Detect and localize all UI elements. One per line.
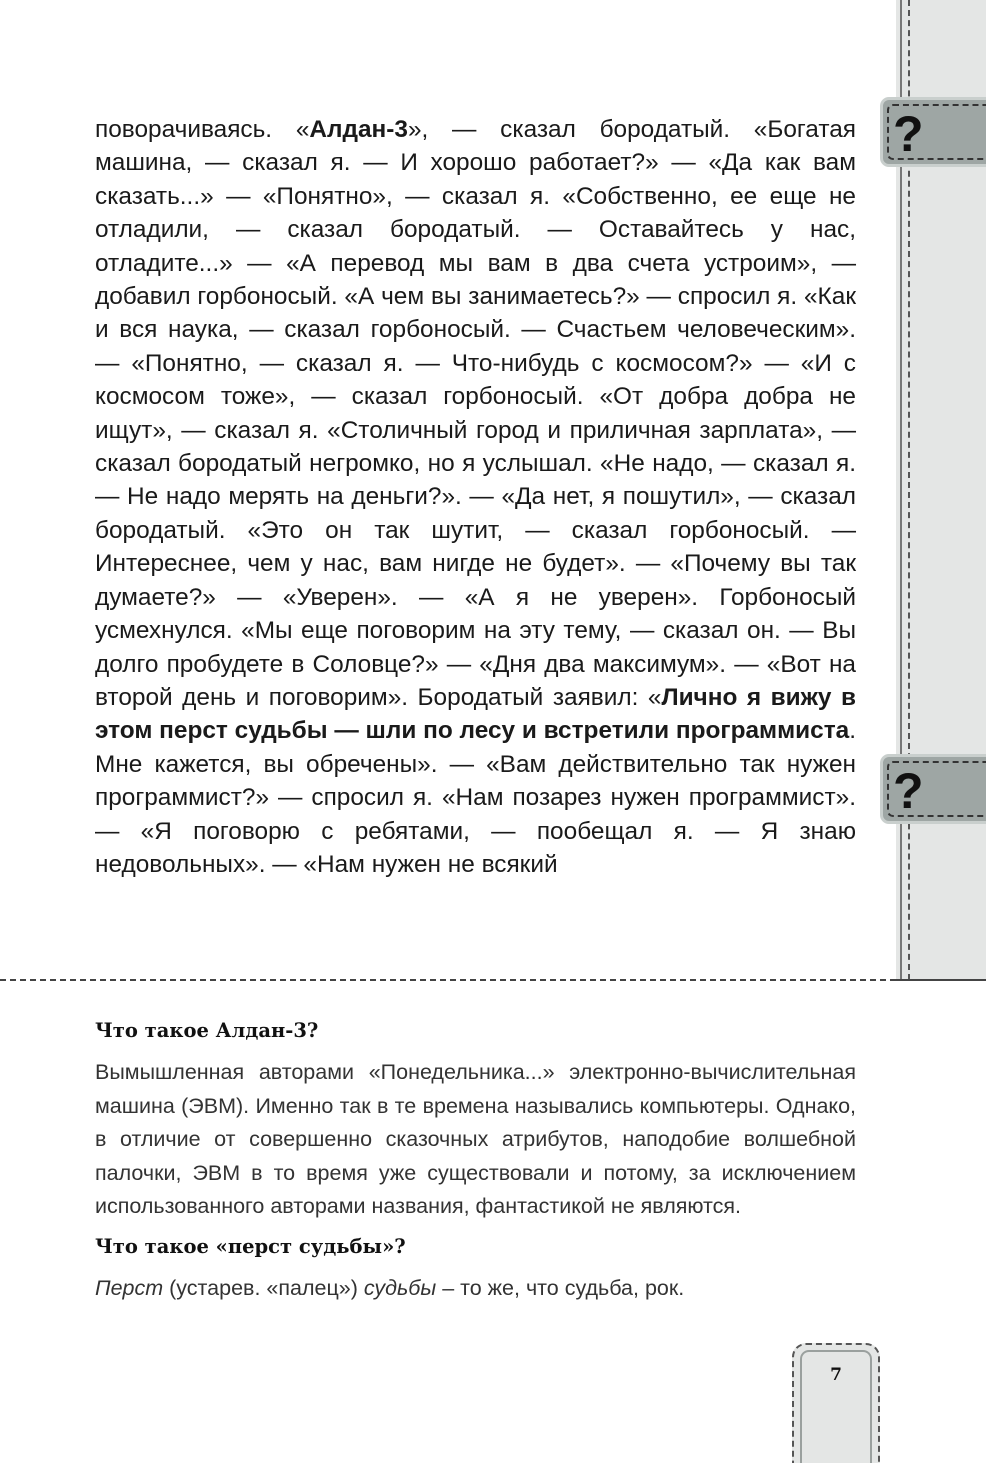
- question-marker-2: [880, 754, 986, 824]
- text-run: поворачиваясь. «: [95, 116, 310, 143]
- question-marker-1: [880, 97, 986, 167]
- note-term-sudby: судьбы: [363, 1275, 437, 1300]
- question-mark-icon: ?: [893, 763, 924, 819]
- glossary-notes: [95, 1016, 856, 1312]
- note-title-aldan: Что такое Алдан-3?: [95, 1019, 319, 1042]
- note-title-perst: Что такое «перст судьбы»?: [95, 1234, 406, 1258]
- section-separator-band: [896, 979, 986, 981]
- note-text: (устарев. «палец»): [163, 1275, 364, 1300]
- bold-term-aldan: Алдан-3: [309, 116, 408, 143]
- text-run: », — сказал бородатый. «Богатая машина, — сказал я. — И хорошо работает?» — «Да как вам сказать...» — «Понятно», — сказал я. «Собственно, ее еще не отладили, — сказал бородатый. — Оставайтесь у нас, отладите...» — «А перевод мы вам в два счета устроим», — добавил горбоносый. «А чем вы занимаетесь?» — спросил я. «Как и вся наука, — сказал горбоносый. — Счастьем человеческим». — «Понятно, — сказал я. — Что-нибудь с космосом?» — «И с космосом тоже», — сказал горбоносый. «От добра добра не ищут», — сказал я. «Столичный город и приличная зарплата», — сказал бородатый негромко, но я услышал. «Не надо, — сказал я. — Не надо мерять на деньги?». — «Да нет, я пошутил», — сказал бородатый. «Это он так шутит, — сказал горбоносый. — Интереснее, чем у нас, вам нигде не будет». — «Почему вы так думаете?» — «Уверен». — «А я не уверен». Горбоносый усмехнулся. «Мы еще поговорим на эту тему, — сказал он. — Вы долго пробудете в Соловце?» — «Дня два максимум». — «Вот на второй день и поговорим». Бородатый заявил: «: [95, 116, 856, 711]
- note-body-perst: [95, 1272, 856, 1306]
- main-paragraph: [95, 113, 856, 881]
- note-term-perst: Перст: [95, 1275, 164, 1300]
- page-number-tab: [792, 1343, 880, 1463]
- section-separator: [0, 979, 896, 981]
- note-body-aldan: Вымышленная авторами «Понедельника...» электронно-вычислительная машина (ЭВМ). Именно так в те времена назывались компьютеры. Однако, в отличие от совершенно сказочных атрибутов, наподобие волшебной палочки, ЭВМ в то время уже существовали и потому, за исключением использованного авторами названия, фантастикой не являются.: [95, 1060, 856, 1219]
- bold-phrase-perst: Лично я вижу в этом перст судьбы — шли по лесу и встретили программиста: [95, 683, 856, 745]
- main-text: [95, 113, 856, 881]
- page-number: 7: [830, 1365, 842, 1385]
- note-definition: – то же, что судьба, рок.: [436, 1275, 685, 1300]
- text-run: . Мне кажется, вы обречены». — «Вам действительно так нужен программист?» — спросил я. «Нам позарез нужен программист». — «Я поговорю с ребятами, — пообещал я. — Я знаю недовольных». — «Нам нужен не всякий: [95, 717, 856, 878]
- question-mark-icon: ?: [893, 106, 924, 162]
